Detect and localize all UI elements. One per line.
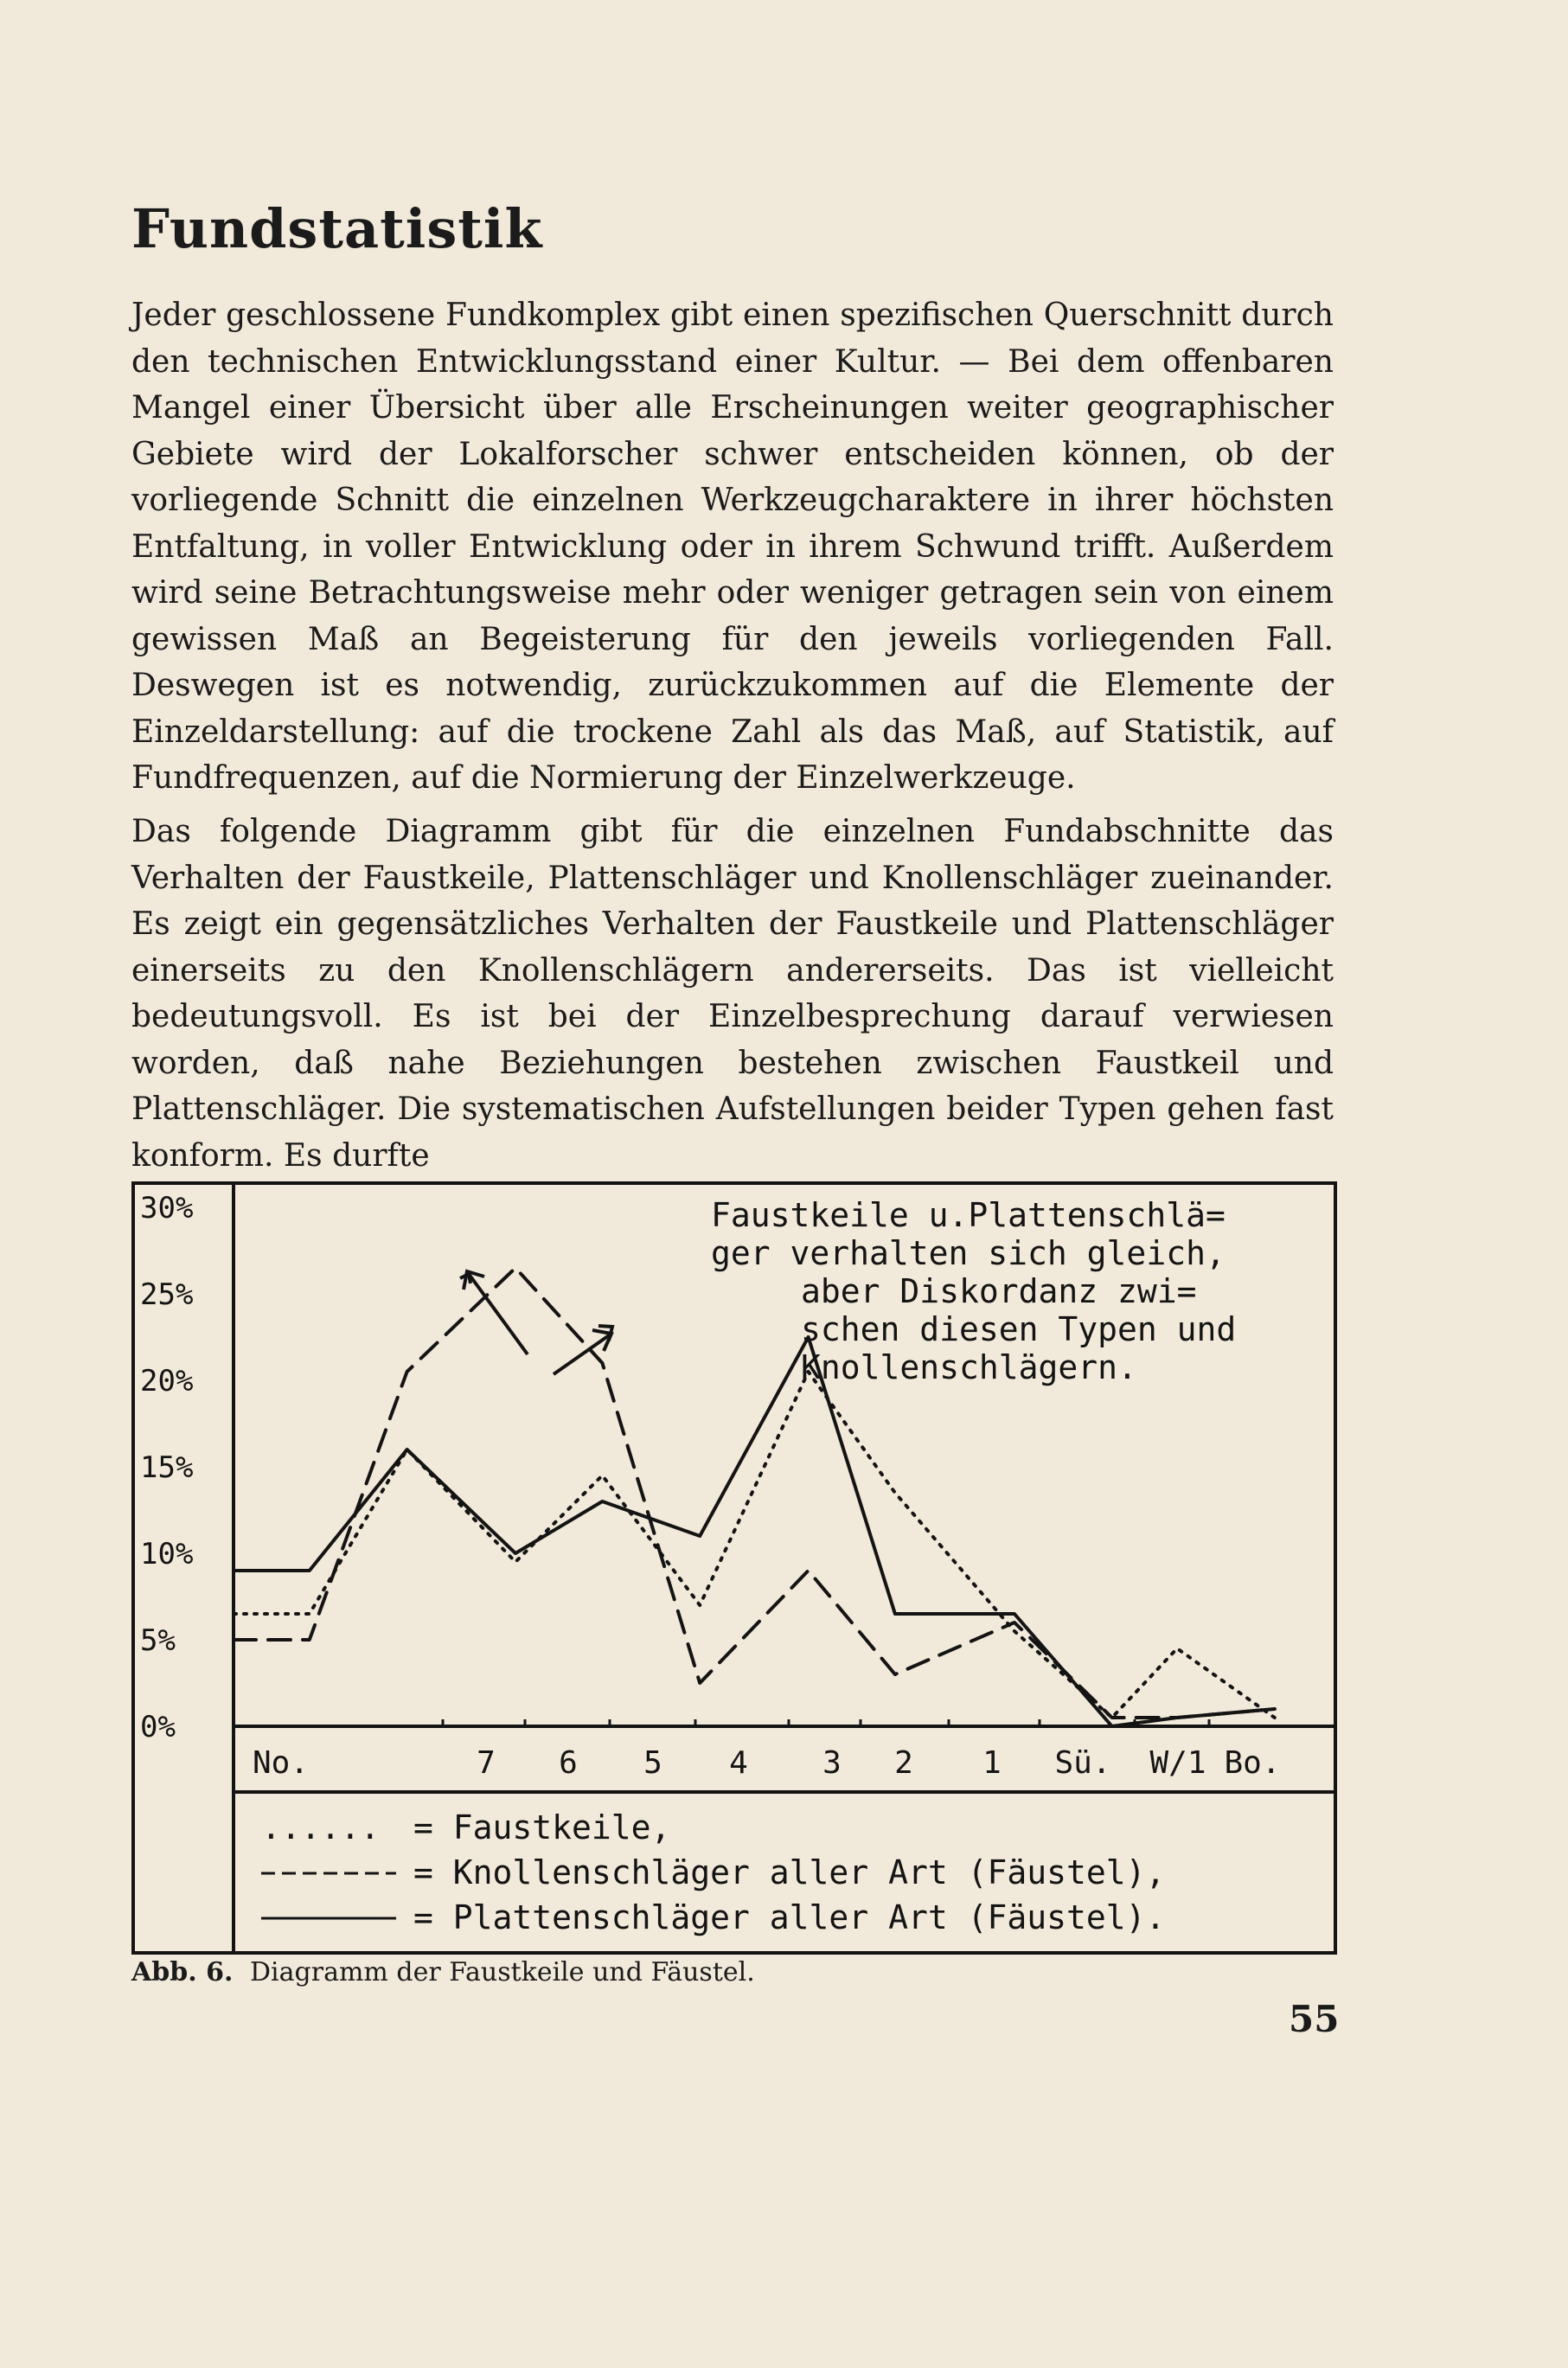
- annotation-line: Faustkeile u.Plattenschlä=: [711, 1196, 1226, 1234]
- x-tick-label: 4: [729, 1745, 748, 1781]
- body-paragraph-2: Das folgende Diagramm gibt für die einzelnen Fundabschnitte das Verhalten der Faustkeile, Plattenschläger und Knollenschläger zueinander. Es zeigt ein gegensätzliches Verhalten der Faustkeile und Plattenschläger einerseits zu den Knollenschlägern andererseits. Das ist vielleicht bedeutungsvoll. Es ist bei der Einzelbesprechung darauf verwiesen worden, daß nahe Beziehungen bestehen zwischen Faustkeil und Plattenschläger. Die systematischen Aufstellungen beider Typen gehen fast konform. Es durfte: [131, 814, 1334, 1174]
- y-tick-label: 0%: [140, 1710, 176, 1744]
- series-line-dotted: [234, 1372, 1275, 1718]
- annotation-line: schen diesen Typen und: [801, 1310, 1237, 1348]
- chart-annotation: [711, 1196, 1236, 1386]
- x-tick-label: 1: [982, 1745, 1002, 1781]
- annotation-line: aber Diskordanz zwi=: [801, 1272, 1197, 1310]
- arrow-icon: [460, 1271, 528, 1354]
- series-line-solid: [234, 1337, 1275, 1726]
- y-tick-label: 20%: [140, 1364, 194, 1398]
- page-number: 55: [1289, 1998, 1340, 2040]
- x-tick-label: 7: [477, 1745, 496, 1781]
- x-tick-label: W/1: [1149, 1745, 1206, 1781]
- x-tick-label: 2: [894, 1745, 913, 1781]
- chart-legend: [261, 1808, 1165, 1936]
- x-tick-label: Sü.: [1054, 1745, 1111, 1781]
- y-tick-label: 5%: [140, 1623, 176, 1658]
- y-tick-label: 15%: [140, 1450, 194, 1485]
- x-tick-label: 3: [822, 1745, 842, 1781]
- annotation-line: Knollenschlägern.: [801, 1348, 1137, 1386]
- x-tick-label: 6: [559, 1745, 578, 1781]
- x-tick-label: Bo.: [1224, 1745, 1281, 1781]
- x-axis-prefix-label: No.: [253, 1745, 310, 1781]
- caption-text: Diagramm der Faustkeile und Fäustel.: [249, 1957, 755, 1987]
- legend-symbol: ......: [261, 1808, 381, 1846]
- y-tick-label: 10%: [140, 1537, 194, 1571]
- diagram-figure: [131, 1181, 1339, 1956]
- legend-label: = Knollenschläger aller Art (Fäustel),: [413, 1853, 1166, 1891]
- body-paragraph-1: Jeder geschlossene Fundkomplex gibt einen spezifischen Querschnitt durch den technischen Entwicklungsstand einer Kultur. — Bei dem offenbaren Mangel einer Übersicht über alle Erscheinungen weiter geographischer Gebiete wird der Lokalforscher schwer entscheiden können, ob der vorliegende Schnitt die einzelnen Werkzeugcharaktere in ihrer höchsten Entfaltung, in voller Entwicklung oder in ihrem Schwund trifft. Außerdem wird seine Betrachtungsweise mehr oder weniger getragen sein von einem gewissen Maß an Begeisterung für den jeweils vorliegenden Fall. Deswegen ist es notwendig, zurückzukommen auf die Elemente der Einzeldarstellung: auf die trockene Zahl als das Maß, auf Statistik, auf Fundfrequenzen, auf die Normierung der Einzelwerkzeuge.: [131, 298, 1334, 796]
- legend-label: = Faustkeile,: [413, 1808, 671, 1846]
- y-tick-label: 25%: [140, 1277, 194, 1312]
- annotation-line: ger verhalten sich gleich,: [711, 1234, 1226, 1272]
- line-chart: [131, 1181, 1339, 1956]
- section-heading: Fundstatistik: [131, 197, 543, 260]
- x-tick-label: 5: [643, 1745, 662, 1781]
- caption-label: Abb. 6.: [131, 1957, 234, 1987]
- legend-label: = Plattenschläger aller Art (Fäustel).: [413, 1898, 1166, 1936]
- figure-caption: [131, 1957, 755, 1987]
- y-tick-label: 30%: [140, 1191, 194, 1226]
